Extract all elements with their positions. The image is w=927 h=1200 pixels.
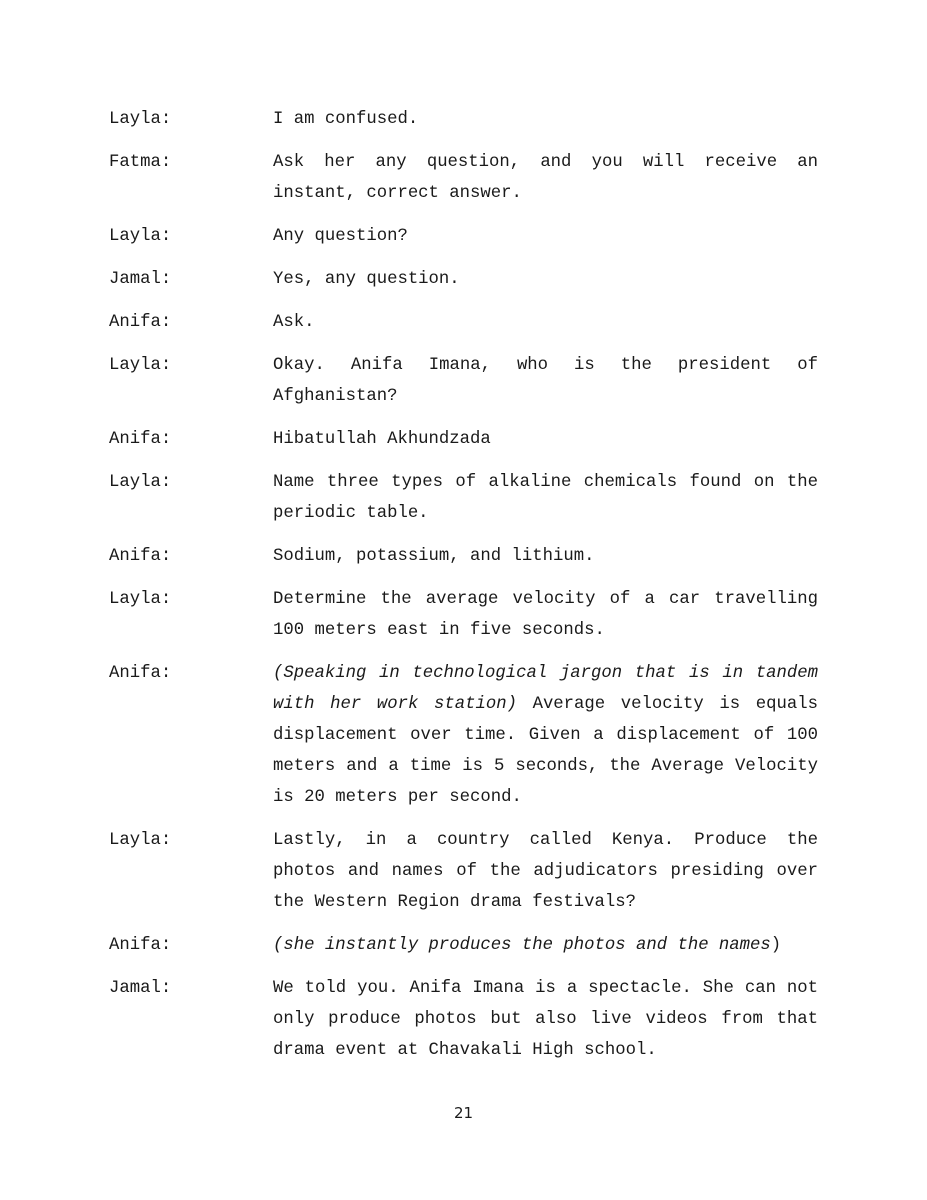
speaker-name: Layla: [109,110,172,129]
speech-text [273,221,818,252]
speaker-name: Anifa: [109,430,172,449]
dialogue-line [109,467,818,529]
dialogue-line [109,264,818,295]
speech-segment: Sodium, potassium, and lithium. [273,547,595,566]
speech-segment: Average velocity is equals displacement over time. Given a displacement of 100 meters and a time is 5 seconds, the Average Velocity is 20 meters per second. [273,695,818,807]
speaker-name: Layla: [109,831,172,850]
speech-segment: We told you. Anifa Imana is a spectacle. She can not only produce photos but also live videos from that drama event at Chavakali High school. [273,979,818,1060]
speech-text [273,424,818,455]
speech-text [273,147,818,209]
dialogue-line [109,658,818,813]
speech-text [273,825,818,918]
speaker-name: Jamal: [109,979,172,998]
speech-segment: I am confused. [273,110,419,129]
speech-text [273,658,818,813]
speaker-name: Anifa: [109,547,172,566]
speech-text [273,467,818,529]
dialogue-line [109,424,818,455]
dialogue-line [109,147,818,209]
speaker-name: Jamal: [109,270,172,289]
speaker-name: Layla: [109,356,172,375]
speech-segment: Hibatullah Akhundzada [273,430,491,449]
speech-text [273,350,818,412]
dialogue-line [109,307,818,338]
speech-text [273,973,818,1066]
speech-text [273,930,818,961]
dialogue-line [109,350,818,412]
speech-segment: Ask her any question, and you will receive an instant, correct answer. [273,153,818,203]
dialogue-line [109,973,818,1066]
speaker-name: Layla: [109,590,172,609]
speech-text [273,307,818,338]
dialogue-line [109,541,818,572]
stage-direction: (Speaking in technological jargon that is in tandem with her work station) [273,664,818,714]
speech-segment: Yes, any question. [273,270,460,289]
speech-text [273,541,818,572]
speaker-name: Anifa: [109,313,172,332]
speech-segment: Determine the average velocity of a car travelling 100 meters east in five seconds. [273,590,818,640]
speaker-name: Anifa: [109,664,172,683]
speech-text [273,104,818,135]
speaker-name: Layla: [109,227,172,246]
speaker-name: Anifa: [109,936,172,955]
speech-text [273,264,818,295]
dialogue-line [109,221,818,252]
dialogue-line [109,104,818,135]
speech-segment: Okay. Anifa Imana, who is the president of Afghanistan? [273,356,818,406]
page-number: 21 [453,1104,474,1122]
speech-segment: Lastly, in a country called Kenya. Produce the photos and names of the adjudicators presiding over the Western Region drama festivals? [273,831,818,912]
script-dialogue [109,104,818,1078]
dialogue-line [109,825,818,918]
dialogue-line [109,584,818,646]
speech-segment: ) [770,936,782,955]
stage-direction: (she instantly produces the photos and the names [273,936,771,955]
speech-segment: Ask. [273,313,315,332]
speech-text [273,584,818,646]
speech-segment: Name three types of alkaline chemicals found on the periodic table. [273,473,818,523]
speaker-name: Layla: [109,473,172,492]
speech-segment: Any question? [273,227,408,246]
speaker-name: Fatma: [109,153,172,172]
dialogue-line [109,930,818,961]
